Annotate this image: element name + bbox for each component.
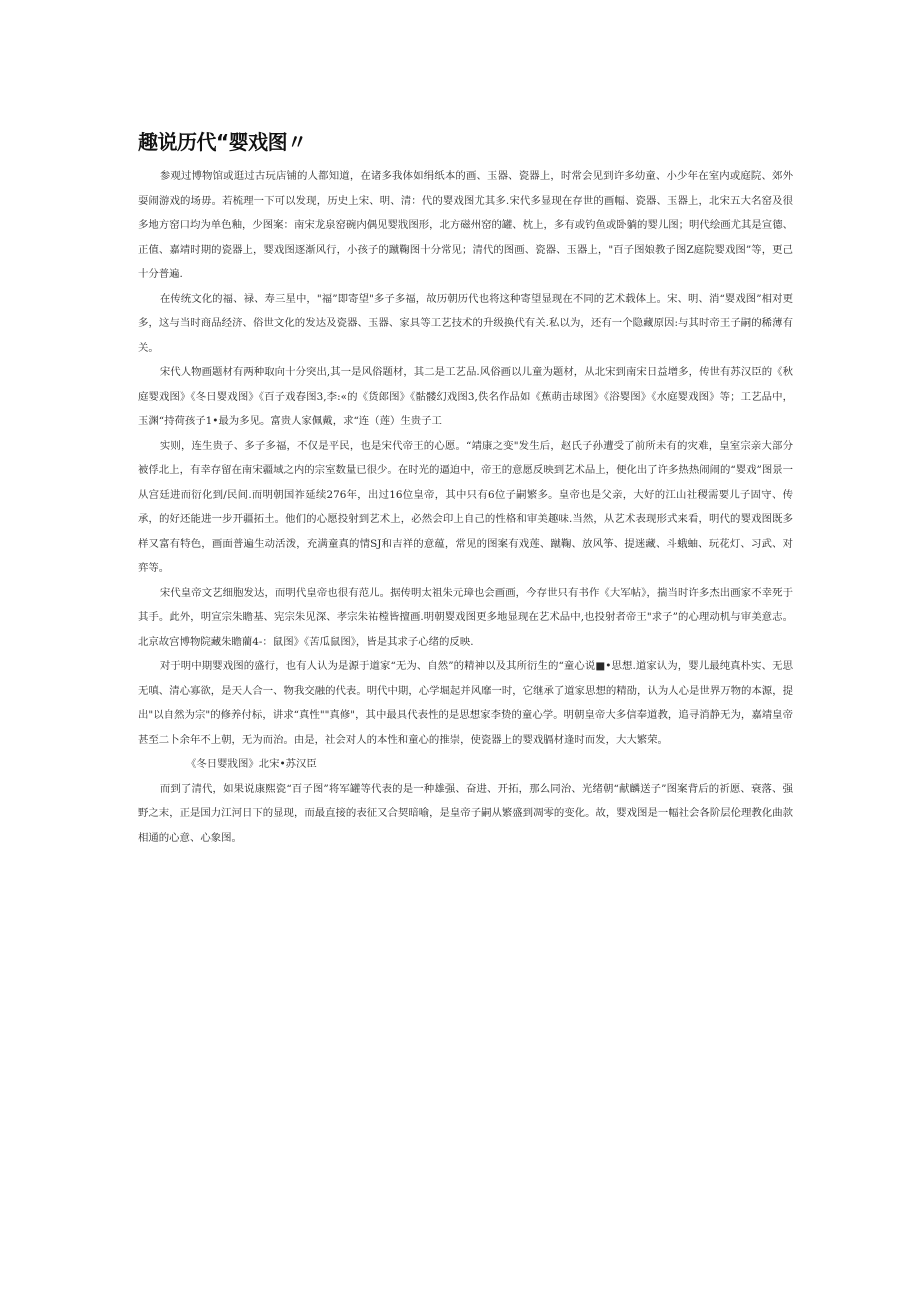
paragraph-4: 实则，连生贵子、多子多福，不仅是平民，也是宋代帝王的心愿。“靖康之变"发生后，赵氏子孙遭受了前所未有的灾难，皇室宗亲大部分被俘北上，有幸存留在南宋疆域之内的宗室数量已很少。在时光的逼迫中，帝王的意愿反映到艺术品上，便化出了许多热热闹闹的“婴戏”图景一从宫廷进而衍化到/民间.而明朝国祚延续276年，出过16位皇帝，其中只有6位子嗣繁多。皇帝也是父亲，大好的江山社稷需要儿子固守、传承，的好还能进一步开疆拓土。他们的心愿投射到艺术上，必然会印上自己的性格和审美趣味.当然，从艺术表现形式来看，明代的婴戏图既多样又富有特色，画面普遍生动活泼，充满童真的情SJ和吉祥的意蕴，常见的图案有戏莲、蹴鞠、放风筝、提迷藏、斗蛾蚰、玩花灯、习武、对弈等。 [138,439,793,574]
figure-caption: 《冬日婴戕图》北宋•苏汉臣 [186,758,317,770]
article-title: 趣说历代“婴戏图〃 [138,130,307,154]
paragraph-2: 在传统文化的福、禄、寿三星中，"福”即寄望"多子多福，故历朝历代也将这种寄望显现在不同的艺术载体上。宋、明、消“婴戏图”相对更多，这与当时商品经济、俗世文化的发达及瓷器、玉器、家具等工艺技术的升级换代有关.私以为，还有一个隐藏原因:与其时帝王子嗣的稀薄有关。 [138,292,793,354]
paragraph-1: 参观过博物馆或逛过古玩店铺的人都知道，在诸多我体如绢纸本的画、玉器、瓷器上，时常会见到许多幼童、小少年在室内或庭院、郊外耍闹游戏的场毋。若梳理一下可以发现，历史上宋、明、清：代的婴戏图尤其多.宋代多显现在存世的画幅、瓷器、玉器上，北宋五大名窑及很多地方窑口均为单色釉，少图案：南宋龙泉窑碗内偶见婴戕图形，北方磁州窑的罐、枕上，多有或钓鱼或卧躺的婴儿图；明代绘画尤其是宣德、正值、嘉靖时期的瓷器上，婴戏图逐渐风行，小孩子的蹴鞠图十分常见；清代的图画、瓷器、玉器上，"百子图娘教子图Z庭院婴戏图”等，更己十分普遍. [138,170,793,280]
paragraph-7: 而到了清代，如果说康熙瓷“百子图”将军罐等代表的是一种雄强、奋进、开拓，那么同治、光绪朝“献麟送子”图案背后的祈愿、衰落、强野之末，正是国力江河日下的显现，而最直接的表征又合契暗喻，是皇帝子嗣从繁盛到凋零的变化。故，婴戏图是一幅社会各阶层伦理教化曲款相通的心意、心象图。 [138,782,793,844]
paragraph-5: 宋代皇帝文艺细胞发达，而明代皇帝也很有范儿。据传明太祖朱元璋也会画画，今存世只有书作《大军帖》，揣当时许多杰出画家不幸死于其手。此外，明宣宗朱瞻基、宪宗朱见深、孝宗朱祐樘皆擅画.明朝婴戏图更多地显现在艺术品中,也投射者帝王"求子”的心理动机与审美意志。北京故宫博物院藏朱瞻藺4-：鼠图》《苦瓜鼠图》，皆是其求子心绪的反映. [138,586,793,648]
article [138,128,793,850]
paragraph-3: 宋代人物画题材有两种取向十分突出,其一是风俗题材，其二是工艺品.风俗画以儿童为题材，从北宋到南宋日益增多，传世有苏汉臣的《秋庭婴戏图》《冬日婴戏图》《百子戏春图3,李:«的《货郎图》《骷髅幻戏图3,佚名作品如《蕉萌击球图》《浴婴图》《水庭婴戏图》等；工艺品中，玉渊“持荷孩子1•最为多见。富贵人家佩戴，求“连（莲）生贵子工 [138,366,793,427]
paragraph-6: 对于明中期婴戏图的盛行，也有人认为是源于道家“无为、自然”的精神以及其所衍生的“童心说■•思想.道家认为，婴儿最纯真朴实、无思无嗔、清心寡欲，是天人合一、物我交融的代表。明代中期，心学堀起并风靡一时，它继承了道家思想的精劭，认为人心是世界万物的本源，提出"以自然为宗"的修养付标，讲求“真性""真修"，其中最具代表性的是思想家李贽的童心学。明朝皇帝大多信奉道教，追寻消静无为，嘉靖皇帝甚至二卜余年不上朝，无为而治。由是，社会对人的本性和童心的推崇，使瓷器上的婴戏膈材逢时而发，大大繁荣。 [138,660,793,746]
